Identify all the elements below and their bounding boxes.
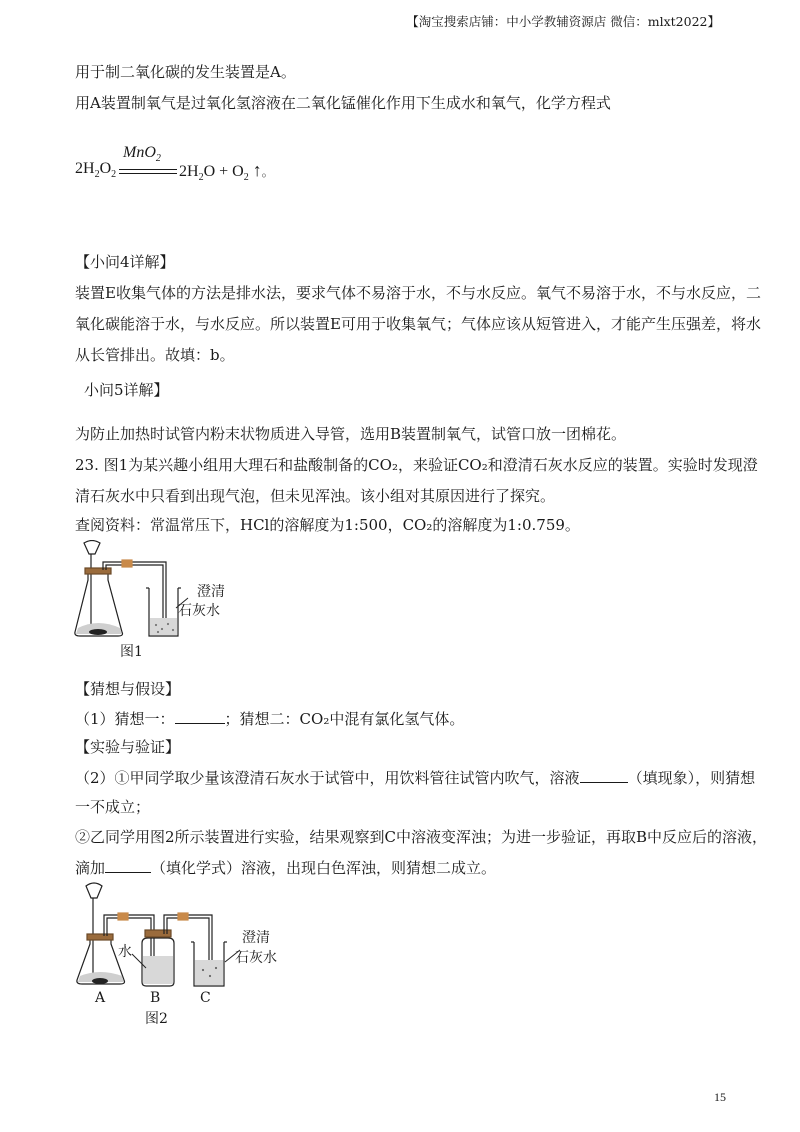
fig1-label-top: 澄清 (197, 584, 225, 600)
eq-sub: 2 (243, 172, 249, 184)
text-line: 查阅资料：常温常压下，HCl的溶解度为1:500，CO₂的溶解度为1:0.759。 (75, 516, 580, 534)
answer-blank[interactable] (580, 767, 628, 783)
fig2-label-c: C (200, 990, 211, 1006)
text-line: 氧化碳能溶于水，与水反应。所以装置E可用于收集氧气；气体应该从短管进入，才能产生压强差，将水 (75, 315, 761, 333)
exp-text: （填现象），则猜想 (627, 769, 756, 787)
eq-sub: 2 (94, 169, 100, 181)
guess-line (75, 708, 735, 729)
text-line: 清石灰水中只看到出现气泡，但未见浑浊。该小组对其原因进行了探究。 (75, 487, 556, 505)
figure-2-apparatus (70, 878, 300, 1028)
eq-lhs-o: O (99, 160, 112, 177)
exp-text: 滴加 (75, 859, 106, 877)
eq-sub: 2 (111, 169, 117, 181)
fig2-caption: 图2 (145, 1011, 168, 1027)
page-number: 15 (714, 1090, 726, 1104)
section-heading: 【实验与验证】 (75, 738, 181, 756)
exp-line (75, 767, 756, 788)
answer-blank[interactable] (105, 857, 151, 873)
fig2-label-top: 澄清 (242, 930, 270, 946)
answer-blank[interactable] (175, 708, 225, 724)
eq-rhs: 2H (179, 163, 199, 180)
exp-line (75, 857, 735, 878)
fig2-water-label: 水 (118, 944, 132, 960)
exp-text: （2）①甲同学取少量该澄清石灰水于试管中，用饮料管往试管内吹气，溶液 (75, 769, 580, 787)
section-heading: 【小问4详解】 (75, 253, 175, 271)
text-line: 用A装置制氧气是过氧化氢溶液在二氧化锰催化作用下生成水和氧气，化学方程式 (75, 94, 611, 112)
eq-sub: 2 (198, 172, 204, 184)
text-line: 为防止加热时试管内粉末状物质进入导管，选用B装置制氧气，试管口放一团棉花。 (75, 425, 627, 443)
page-header: 【淘宝搜索店铺：中小学教辅资源店 微信：mlxt2022】 (406, 14, 720, 29)
guess-text: （1）猜想一： (75, 710, 175, 728)
section-heading: 【猜想与假设】 (75, 680, 181, 698)
section-heading: 小问5详解】 (84, 381, 169, 399)
text-line: 从长管排出。故填：b。 (75, 346, 235, 364)
text-line: 一不成立； (75, 798, 151, 816)
text-line: 用于制二氧化碳的发生装置是A。 (75, 63, 296, 81)
text-line: 装置E收集气体的方法是排水法，要求气体不易溶于水，不与水反应。氧气不易溶于水，不与水反应，二 (75, 284, 761, 302)
fig2-label-a: A (95, 990, 106, 1006)
fig1-label-bottom: 石灰水 (178, 603, 220, 619)
chemical-equation (75, 146, 375, 190)
fig2-label-bottom: 石灰水 (235, 950, 277, 966)
eq-rhs-end: O + O (203, 163, 244, 180)
fig2-label-b: B (150, 990, 161, 1006)
figure-1-apparatus (70, 540, 250, 660)
eq-period: 。 (261, 165, 274, 179)
eq-lhs: 2H (75, 160, 95, 177)
equals-sign (119, 168, 177, 176)
gas-arrow: ↑ (252, 160, 262, 180)
fig1-caption: 图1 (120, 644, 143, 660)
guess-text: ；猜想二：CO₂中混有氯化氢气体。 (224, 710, 465, 728)
text-line: ②乙同学用图2所示装置进行实验，结果观察到C中溶液变浑浊；为进一步验证，再取B中反应后的溶液， (75, 828, 768, 846)
eq-catalyst: MnO (123, 144, 156, 161)
eq-sub: 2 (155, 153, 161, 164)
question-23: 23. 图1为某兴趣小组用大理石和盐酸制备的CO₂，来验证CO₂和澄清石灰水反应的装置。实验时发现澄 (75, 456, 758, 474)
exp-text: （填化学式）溶液，出现白色浑浊，则猜想二成立。 (151, 859, 497, 877)
